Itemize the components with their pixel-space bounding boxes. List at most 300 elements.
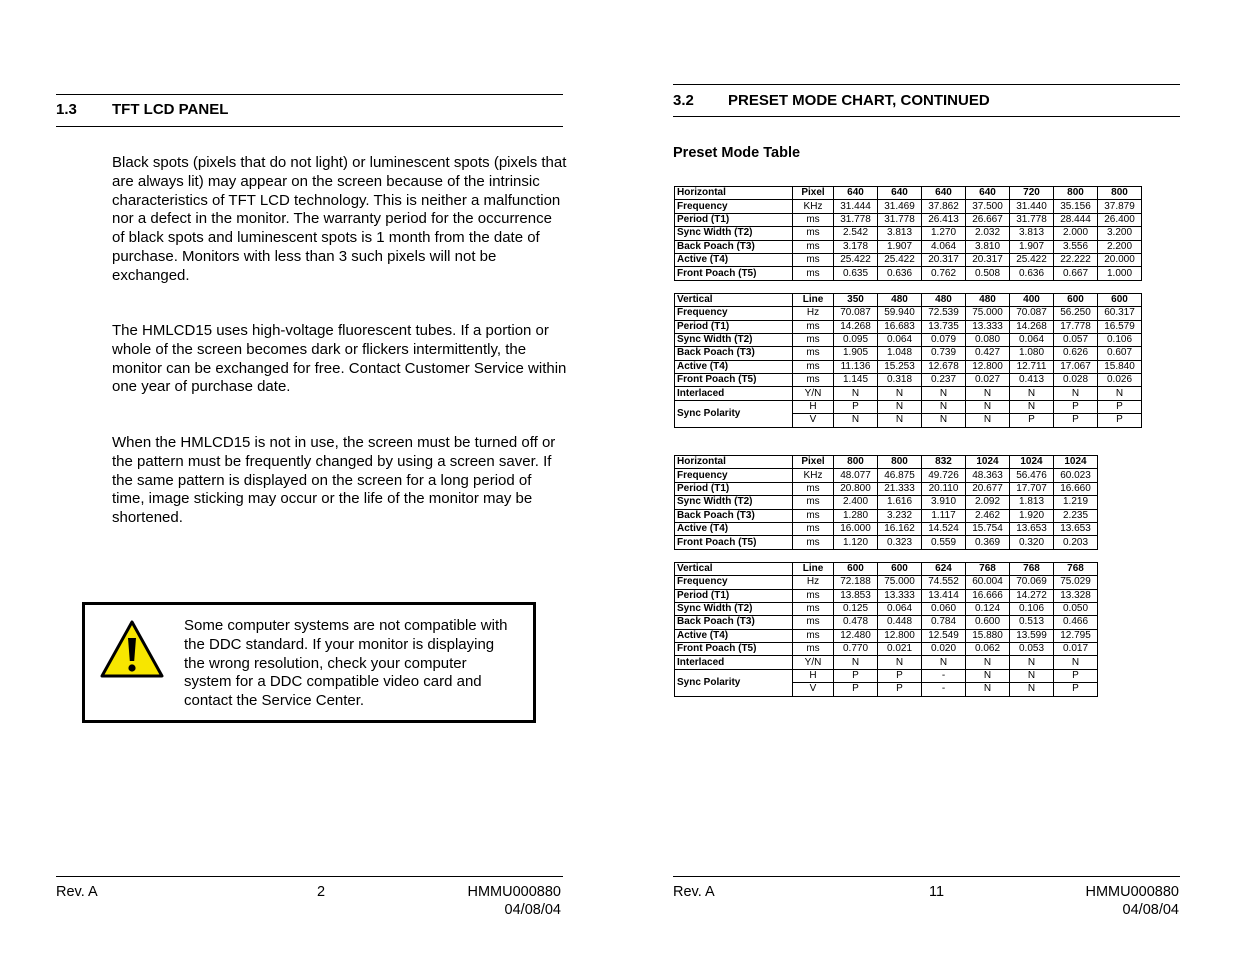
value-cell: 25.422 <box>878 253 922 266</box>
unit-cell: KHz <box>793 200 834 213</box>
value-cell: P <box>1098 414 1142 427</box>
value-cell: 13.653 <box>1010 522 1054 535</box>
value-cell: 0.079 <box>922 333 966 346</box>
value-cell: P <box>878 669 922 682</box>
value-cell: 0.559 <box>922 536 966 549</box>
value-cell: 0.739 <box>922 347 966 360</box>
value-cell: 0.021 <box>878 643 922 656</box>
unit-cell: Pixel <box>793 456 834 469</box>
value-cell: 1.117 <box>922 509 966 522</box>
value-cell: 1.616 <box>878 496 922 509</box>
value-cell: 56.476 <box>1010 469 1054 482</box>
unit-cell: ms <box>793 629 834 642</box>
value-cell: 1.907 <box>1010 240 1054 253</box>
value-cell: 28.444 <box>1054 213 1098 226</box>
unit-cell: ms <box>793 374 834 387</box>
unit-cell: Pixel <box>793 187 834 200</box>
unit-cell: Line <box>793 562 834 575</box>
row-label: Frequency <box>675 469 793 482</box>
footer-document-number: HMMU000880 <box>1085 884 1179 900</box>
value-cell: 0.635 <box>834 267 878 280</box>
row-label: Active (T4) <box>675 253 793 266</box>
value-cell: 70.087 <box>834 307 878 320</box>
value-cell: 20.317 <box>966 253 1010 266</box>
value-cell: 768 <box>1054 562 1098 575</box>
value-cell: N <box>1010 400 1054 413</box>
value-cell: 12.711 <box>1010 360 1054 373</box>
value-cell: N <box>966 656 1010 669</box>
value-cell: 75.000 <box>966 307 1010 320</box>
polarity-axis-cell: V <box>793 414 834 427</box>
value-cell: 31.778 <box>834 213 878 226</box>
value-cell: 2.092 <box>966 496 1010 509</box>
value-cell: 0.203 <box>1054 536 1098 549</box>
value-cell: 0.095 <box>834 333 878 346</box>
row-label: Frequency <box>675 200 793 213</box>
row-label: Vertical <box>675 562 793 575</box>
polarity-axis-cell: H <box>793 669 834 682</box>
warning-text: Some computer systems are not compatible with the DDC standard. If your monitor is displaying the wrong resolution, check your computer system for a DDC compatible video card and contact the Service Center. <box>184 617 508 710</box>
table-row <box>675 456 1098 469</box>
value-cell: 2.235 <box>1054 509 1098 522</box>
polarity-axis-cell: V <box>793 683 834 696</box>
value-cell: 768 <box>966 562 1010 575</box>
row-label: Back Poach (T3) <box>675 347 793 360</box>
table-row <box>675 496 1098 509</box>
table-row <box>675 213 1142 226</box>
value-cell: 0.064 <box>878 602 922 615</box>
value-cell: 2.000 <box>1054 227 1098 240</box>
value-cell: 12.678 <box>922 360 966 373</box>
section-number: 1.3 <box>56 101 77 118</box>
value-cell: 12.800 <box>966 360 1010 373</box>
table-row <box>675 616 1098 629</box>
value-cell: 480 <box>922 293 966 306</box>
value-cell: 0.508 <box>966 267 1010 280</box>
value-cell: 1.048 <box>878 347 922 360</box>
value-cell: 600 <box>1054 293 1098 306</box>
value-cell: 3.232 <box>878 509 922 522</box>
row-label: Period (T1) <box>675 320 793 333</box>
value-cell: 0.057 <box>1054 333 1098 346</box>
table-row <box>675 669 1098 682</box>
sync-polarity-label: Sync Polarity <box>675 400 793 427</box>
value-cell: 20.317 <box>922 253 966 266</box>
value-cell: 640 <box>922 187 966 200</box>
value-cell: 12.549 <box>922 629 966 642</box>
row-label: Front Poach (T5) <box>675 643 793 656</box>
value-cell: N <box>1054 656 1098 669</box>
value-cell: 0.448 <box>878 616 922 629</box>
value-cell: 0.762 <box>922 267 966 280</box>
unit-cell: Y/N <box>793 656 834 669</box>
value-cell: 60.317 <box>1098 307 1142 320</box>
value-cell: 25.422 <box>834 253 878 266</box>
value-cell: 1.000 <box>1098 267 1142 280</box>
value-cell: 13.653 <box>1054 522 1098 535</box>
value-cell: 0.028 <box>1054 374 1098 387</box>
row-label: Interlaced <box>675 656 793 669</box>
value-cell: 13.735 <box>922 320 966 333</box>
table-row <box>675 333 1142 346</box>
row-label: Back Poach (T3) <box>675 616 793 629</box>
value-cell: 0.667 <box>1054 267 1098 280</box>
value-cell: 16.579 <box>1098 320 1142 333</box>
table-row <box>675 656 1098 669</box>
unit-cell: ms <box>793 536 834 549</box>
value-cell: 1024 <box>1054 456 1098 469</box>
table-row <box>675 400 1142 413</box>
value-cell: 0.636 <box>878 267 922 280</box>
table-spacer-row <box>675 549 1098 562</box>
value-cell: N <box>922 400 966 413</box>
value-cell: 0.053 <box>1010 643 1054 656</box>
value-cell: N <box>878 400 922 413</box>
preset-mode-table-1 <box>674 186 1142 428</box>
value-cell: N <box>922 387 966 400</box>
value-cell: 1.920 <box>1010 509 1054 522</box>
value-cell: 26.413 <box>922 213 966 226</box>
value-cell: 600 <box>1098 293 1142 306</box>
value-cell: 0.017 <box>1054 643 1098 656</box>
value-cell: 12.795 <box>1054 629 1098 642</box>
section-number: 3.2 <box>673 92 694 109</box>
table-row <box>675 267 1142 280</box>
value-cell: 16.000 <box>834 522 878 535</box>
value-cell: 37.500 <box>966 200 1010 213</box>
value-cell: 0.064 <box>878 333 922 346</box>
value-cell: 16.683 <box>878 320 922 333</box>
value-cell: 480 <box>966 293 1010 306</box>
table-row <box>675 200 1142 213</box>
value-cell: 17.707 <box>1010 482 1054 495</box>
value-cell: 0.636 <box>1010 267 1054 280</box>
value-cell: 48.363 <box>966 469 1010 482</box>
unit-cell: Hz <box>793 307 834 320</box>
table-row <box>675 602 1098 615</box>
value-cell: 400 <box>1010 293 1054 306</box>
value-cell: 3.813 <box>878 227 922 240</box>
table-subheading: Preset Mode Table <box>673 145 801 161</box>
value-cell: 12.800 <box>878 629 922 642</box>
value-cell: 13.599 <box>1010 629 1054 642</box>
value-cell: 3.810 <box>966 240 1010 253</box>
value-cell: 35.156 <box>1054 200 1098 213</box>
value-cell: N <box>1010 656 1054 669</box>
unit-cell: ms <box>793 616 834 629</box>
table-row <box>675 509 1098 522</box>
value-cell: 0.607 <box>1098 347 1142 360</box>
value-cell: 0.125 <box>834 602 878 615</box>
value-cell: 72.539 <box>922 307 966 320</box>
table-row <box>675 227 1142 240</box>
value-cell: 48.077 <box>834 469 878 482</box>
row-label: Period (T1) <box>675 482 793 495</box>
value-cell: 20.110 <box>922 482 966 495</box>
footer-rule <box>56 876 563 877</box>
value-cell: 624 <box>922 562 966 575</box>
value-cell: 31.778 <box>1010 213 1054 226</box>
value-cell: 2.200 <box>1098 240 1142 253</box>
section-bottom-rule <box>673 116 1180 117</box>
warning-triangle-icon <box>99 619 165 679</box>
value-cell: P <box>1098 400 1142 413</box>
table-row <box>675 240 1142 253</box>
paragraph-image-sticking: When the HMLCD15 is not in use, the screen must be turned off or the pattern must be frequently changed by using a screen saver. If the same pattern is displayed on the screen for a long period of time, image sticking may occur or the life of the monitor may be shortened. <box>112 434 556 527</box>
value-cell: 0.124 <box>966 602 1010 615</box>
footer-rule <box>673 876 1180 877</box>
value-cell: 72.188 <box>834 576 878 589</box>
value-cell: 14.524 <box>922 522 966 535</box>
unit-cell: ms <box>793 347 834 360</box>
value-cell: 74.552 <box>922 576 966 589</box>
row-label: Active (T4) <box>675 360 793 373</box>
row-label: Front Poach (T5) <box>675 267 793 280</box>
value-cell: 15.754 <box>966 522 1010 535</box>
value-cell: 0.050 <box>1054 602 1098 615</box>
value-cell: 59.940 <box>878 307 922 320</box>
value-cell: 26.667 <box>966 213 1010 226</box>
value-cell: 0.027 <box>966 374 1010 387</box>
value-cell: N <box>878 387 922 400</box>
value-cell: P <box>1054 683 1098 696</box>
value-cell: 75.029 <box>1054 576 1098 589</box>
value-cell: 70.087 <box>1010 307 1054 320</box>
value-cell: 22.222 <box>1054 253 1098 266</box>
value-cell: N <box>878 414 922 427</box>
row-label: Front Poach (T5) <box>675 536 793 549</box>
value-cell: N <box>966 683 1010 696</box>
value-cell: N <box>966 400 1010 413</box>
value-cell: 0.369 <box>966 536 1010 549</box>
row-label: Sync Width (T2) <box>675 602 793 615</box>
value-cell: 720 <box>1010 187 1054 200</box>
row-label: Sync Width (T2) <box>675 227 793 240</box>
row-label: Period (T1) <box>675 589 793 602</box>
value-cell: 640 <box>878 187 922 200</box>
value-cell: 13.853 <box>834 589 878 602</box>
table-row <box>675 360 1142 373</box>
value-cell: - <box>922 669 966 682</box>
unit-cell: ms <box>793 602 834 615</box>
value-cell: 11.136 <box>834 360 878 373</box>
value-cell: 56.250 <box>1054 307 1098 320</box>
value-cell: 37.879 <box>1098 200 1142 213</box>
paragraph-spots: Black spots (pixels that do not light) or luminescent spots (pixels that are always lit) may appear on the screen because of the intrinsic characteristics of TFT LCD technology. This is neither a malfunction nor a defect in the monitor. The warranty period for the occurrence of black spots and luminescent spots is 1 month from the date of purchase. Monitors with less than 3 such pixels will not be exchanged. <box>112 154 567 284</box>
footer-page-number: 11 <box>929 884 945 900</box>
table-row <box>675 187 1142 200</box>
table-row <box>675 629 1098 642</box>
value-cell: 0.106 <box>1010 602 1054 615</box>
value-cell: N <box>834 387 878 400</box>
value-cell: 13.333 <box>966 320 1010 333</box>
table-row <box>675 374 1142 387</box>
value-cell: 0.513 <box>1010 616 1054 629</box>
row-label: Active (T4) <box>675 629 793 642</box>
row-label: Period (T1) <box>675 213 793 226</box>
section-bottom-rule <box>56 126 563 127</box>
unit-cell: ms <box>793 267 834 280</box>
value-cell: N <box>1054 387 1098 400</box>
value-cell: 17.067 <box>1054 360 1098 373</box>
value-cell: 15.880 <box>966 629 1010 642</box>
unit-cell: KHz <box>793 469 834 482</box>
unit-cell: ms <box>793 522 834 535</box>
value-cell: P <box>1010 414 1054 427</box>
value-cell: N <box>1010 669 1054 682</box>
value-cell: 15.253 <box>878 360 922 373</box>
spacer-cell <box>675 280 1142 293</box>
value-cell: 31.778 <box>878 213 922 226</box>
value-cell: 800 <box>834 456 878 469</box>
table-spacer-row <box>675 280 1142 293</box>
value-cell: 832 <box>922 456 966 469</box>
value-cell: P <box>1054 414 1098 427</box>
unit-cell: ms <box>793 509 834 522</box>
row-label: Horizontal <box>675 456 793 469</box>
table-row <box>675 307 1142 320</box>
value-cell: 1.905 <box>834 347 878 360</box>
table-row <box>675 562 1098 575</box>
value-cell: P <box>834 683 878 696</box>
value-cell: 13.414 <box>922 589 966 602</box>
footer-date: 04/08/04 <box>1122 902 1179 918</box>
value-cell: N <box>966 414 1010 427</box>
value-cell: 0.626 <box>1054 347 1098 360</box>
value-cell: N <box>1098 387 1142 400</box>
value-cell: 13.333 <box>878 589 922 602</box>
unit-cell: ms <box>793 227 834 240</box>
table-row <box>675 469 1098 482</box>
left-page <box>0 0 617 954</box>
table-row <box>675 576 1098 589</box>
value-cell: 2.462 <box>966 509 1010 522</box>
table-row <box>675 320 1142 333</box>
value-cell: 3.910 <box>922 496 966 509</box>
value-cell: 13.328 <box>1054 589 1098 602</box>
section-top-rule <box>56 94 563 95</box>
value-cell: 0.770 <box>834 643 878 656</box>
spacer-cell <box>675 549 1098 562</box>
value-cell: 31.444 <box>834 200 878 213</box>
unit-cell: Line <box>793 293 834 306</box>
value-cell: 21.333 <box>878 482 922 495</box>
footer-revision: Rev. A <box>56 884 98 900</box>
value-cell: N <box>966 387 1010 400</box>
unit-cell: ms <box>793 589 834 602</box>
value-cell: 1024 <box>966 456 1010 469</box>
value-cell: 600 <box>878 562 922 575</box>
value-cell: 49.726 <box>922 469 966 482</box>
warning-box <box>82 602 536 723</box>
table-row <box>675 253 1142 266</box>
value-cell: 0.080 <box>966 333 1010 346</box>
value-cell: N <box>878 656 922 669</box>
value-cell: N <box>922 656 966 669</box>
value-cell: 1.145 <box>834 374 878 387</box>
table-row <box>675 482 1098 495</box>
row-label: Back Poach (T3) <box>675 509 793 522</box>
value-cell: 46.875 <box>878 469 922 482</box>
section-title: TFT LCD PANEL <box>112 101 229 118</box>
value-cell: 0.323 <box>878 536 922 549</box>
row-label: Horizontal <box>675 187 793 200</box>
value-cell: 75.000 <box>878 576 922 589</box>
unit-cell: Y/N <box>793 387 834 400</box>
value-cell: 0.318 <box>878 374 922 387</box>
value-cell: 800 <box>1098 187 1142 200</box>
value-cell: N <box>966 669 1010 682</box>
footer-document-number: HMMU000880 <box>467 884 561 900</box>
value-cell: 800 <box>878 456 922 469</box>
value-cell: 1.813 <box>1010 496 1054 509</box>
table-row <box>675 522 1098 535</box>
sync-polarity-label: Sync Polarity <box>675 669 793 696</box>
value-cell: N <box>834 656 878 669</box>
value-cell: P <box>834 400 878 413</box>
value-cell: 37.862 <box>922 200 966 213</box>
value-cell: 0.060 <box>922 602 966 615</box>
value-cell: 16.666 <box>966 589 1010 602</box>
value-cell: 17.778 <box>1054 320 1098 333</box>
value-cell: 60.004 <box>966 576 1010 589</box>
value-cell: 640 <box>966 187 1010 200</box>
unit-cell: ms <box>793 496 834 509</box>
unit-cell: ms <box>793 643 834 656</box>
unit-cell: ms <box>793 253 834 266</box>
footer-page-number: 2 <box>317 884 326 900</box>
table-row <box>675 347 1142 360</box>
footer-date: 04/08/04 <box>504 902 561 918</box>
value-cell: 0.064 <box>1010 333 1054 346</box>
value-cell: P <box>878 683 922 696</box>
value-cell: 14.268 <box>834 320 878 333</box>
table-row <box>675 589 1098 602</box>
value-cell: 0.784 <box>922 616 966 629</box>
value-cell: 1.270 <box>922 227 966 240</box>
value-cell: 0.020 <box>922 643 966 656</box>
value-cell: 14.268 <box>1010 320 1054 333</box>
value-cell: 3.813 <box>1010 227 1054 240</box>
value-cell: 2.032 <box>966 227 1010 240</box>
unit-cell: ms <box>793 240 834 253</box>
table-row <box>675 387 1142 400</box>
value-cell: 0.600 <box>966 616 1010 629</box>
value-cell: 640 <box>834 187 878 200</box>
row-label: Interlaced <box>675 387 793 400</box>
value-cell: 2.542 <box>834 227 878 240</box>
value-cell: P <box>1054 669 1098 682</box>
paragraph-tubes: The HMLCD15 uses high-voltage fluorescent tubes. If a portion or whole of the screen becomes dark or flickers intermittently, the monitor can be exchanged for free. Contact Customer Service within one year of purchase date. <box>112 322 567 396</box>
value-cell: 0.413 <box>1010 374 1054 387</box>
value-cell: 1.120 <box>834 536 878 549</box>
value-cell: 25.422 <box>1010 253 1054 266</box>
unit-cell: ms <box>793 213 834 226</box>
value-cell: 1.219 <box>1054 496 1098 509</box>
row-label: Back Poach (T3) <box>675 240 793 253</box>
unit-cell: ms <box>793 360 834 373</box>
value-cell: 350 <box>834 293 878 306</box>
table-row <box>675 643 1098 656</box>
value-cell: N <box>1010 683 1054 696</box>
value-cell: 15.840 <box>1098 360 1142 373</box>
row-label: Vertical <box>675 293 793 306</box>
value-cell: 14.272 <box>1010 589 1054 602</box>
value-cell: 4.064 <box>922 240 966 253</box>
value-cell: 0.237 <box>922 374 966 387</box>
value-cell: 3.200 <box>1098 227 1142 240</box>
row-label: Frequency <box>675 307 793 320</box>
